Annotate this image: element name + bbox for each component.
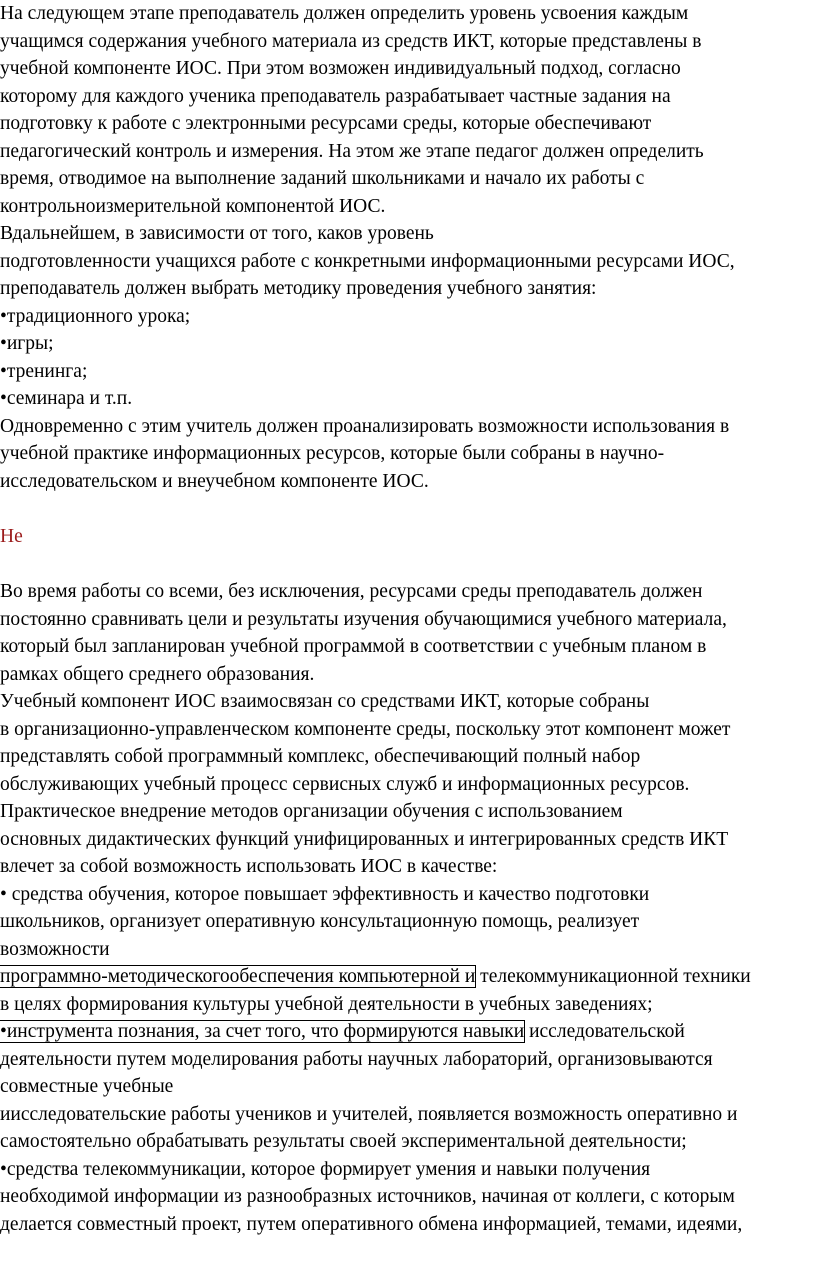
text-line: необходимой информации из разнообразных источников, начиная от коллеги, с которым (0, 1186, 735, 1207)
text-line: школьников, организует оперативную консультационную помощь, реализует (0, 911, 640, 932)
text-line: самостоятельно обрабатывать результаты своей экспериментальной деятельности; (0, 1131, 687, 1152)
text-line: рамках общего среднего образования. (0, 663, 315, 685)
list-item (0, 1018, 816, 1046)
text-line: основных дидактических функций унифицированных и интегрированных средств ИКТ (0, 828, 729, 850)
text-line: подготовку к работе с электронными ресурсами среды, которые обеспечивают (0, 113, 652, 134)
text-line: контрольноизмерительной компонентой ИОС. (0, 195, 386, 217)
list-item: •игры; (0, 333, 54, 354)
text-line: преподаватель должен выбрать методику проведения учебного занятия: (0, 278, 597, 299)
red-fragment: Не (0, 526, 23, 547)
boxed-fragment: •инструмента познания, за счет того, что формируются навыки (0, 1021, 525, 1042)
boxed-fragment: программно-методическогообеспечения компьютерной и (0, 966, 476, 987)
list-item: • средства обучения, которое повышает эффективность и качество подготовки (0, 883, 650, 905)
text-line: в целях формирования культуры учебной деятельности в учебных заведениях; (0, 993, 653, 1015)
text-line: постоянно сравнивать цели и результаты изучения обучающимися учебного материала, (0, 608, 727, 630)
list-item: •средства телекоммуникации, которое формирует умения и навыки получения (0, 1158, 651, 1180)
text-line: учебной практике информационных ресурсов, которые были собраны в научно- (0, 443, 665, 464)
text-line: Учебный компонент ИОС взаимосвязан со средствами ИКТ, которые собраны (0, 691, 650, 712)
text-line (0, 963, 816, 991)
text-line: Практическое внедрение методов организации обучения с использованием (0, 801, 623, 822)
text-line: На следующем этапе преподаватель должен определить уровень усвоения каждым (0, 3, 689, 24)
list-item: •семинара и т.п. (0, 388, 133, 409)
text-line: учащимся содержания учебного материала из средств ИКТ, которые представлены в (0, 30, 702, 52)
text-line: Во время работы со всеми, без исключения, ресурсами среды преподаватель должен (0, 581, 703, 602)
text-line: исследовательском и внеучебном компоненте ИОС. (0, 470, 429, 492)
text-line: время, отводимое на выполнение заданий школьниками и начало их работы с (0, 168, 645, 189)
text-line: иисследовательские работы учеников и учителей, появляется возможность оперативно и (0, 1103, 738, 1125)
text-fragment: телекоммуникационной техники (475, 966, 751, 987)
text-line: деятельности путем моделирования работы научных лабораторий, организовываются (0, 1048, 713, 1070)
text-line: педагогический контроль и измерения. На этом же этапе педагог должен определить (0, 140, 704, 162)
list-item: •традиционного урока; (0, 305, 191, 327)
text-line: делается совместный проект, путем оперативного обмена информацией, темами, идеями, (0, 1213, 743, 1235)
text-line: в организационно-управленческом компоненте среды, поскольку этот компонент может (0, 718, 731, 740)
list-item: •тренинга; (0, 360, 88, 382)
text-line: представлять собой программный комплекс, обеспечивающий полный набор (0, 746, 641, 767)
text-line: возможности (0, 938, 110, 960)
text-fragment: исследовательской (524, 1021, 685, 1042)
text-line: который был запланирован учебной программой в соответствии с учебным планом в (0, 636, 707, 657)
text-line: Одновременно с этим учитель должен проанализировать возможности использования в (0, 415, 730, 437)
text-line: обслуживающих учебный процесс сервисных служб и информационных ресурсов. (0, 773, 690, 795)
text-line: совместные учебные (0, 1076, 174, 1097)
text-line: подготовленности учащихся работе с конкретными информационными ресурсами ИОС, (0, 250, 735, 272)
text-line: которому для каждого ученика преподаватель разрабатывает частные задания на (0, 85, 671, 107)
text-line: учебной компоненте ИОС. При этом возможен индивидуальный подход, согласно (0, 58, 681, 79)
text-line: Вдальнейшем, в зависимости от того, каков уровень (0, 223, 434, 244)
text-line: влечет за собой возможность использовать ИОС в качестве: (0, 856, 498, 877)
